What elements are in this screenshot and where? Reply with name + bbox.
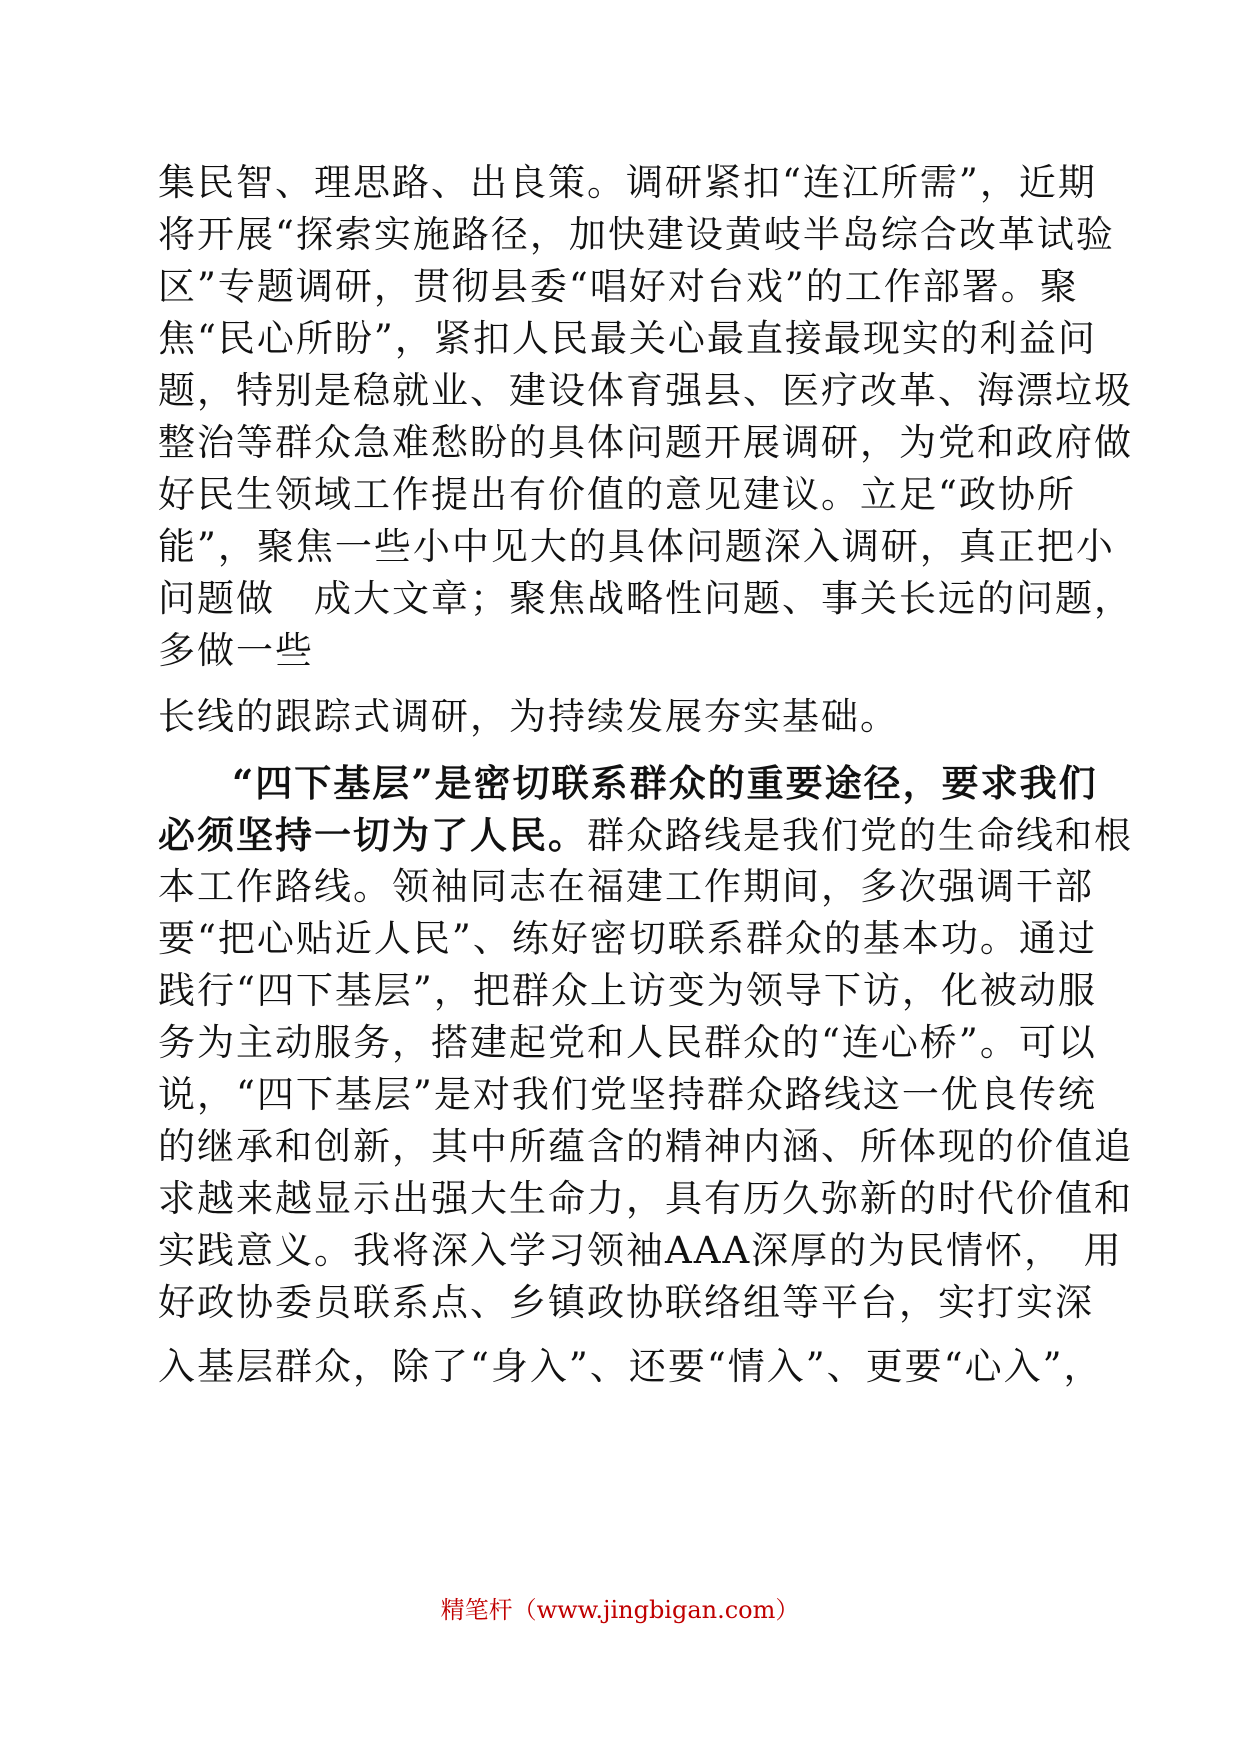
text-line: 长线的跟踪式调研，为持续发展夯实基础。 (158, 695, 899, 738)
bold-heading-tail: 必须坚持一切为了人民。 (158, 813, 587, 857)
text-line: 好民生领域工作提出有价值的意见建议。立足“政协所 (158, 473, 1076, 516)
text-line: 践行“四下基层”，把群众上访变为领导下访，化被动服 (158, 969, 1097, 1012)
text-line: 问题做 成大文章；聚焦战略性问题、事关长远的问题， (158, 577, 1133, 620)
text-line: 求越来越显示出强大生命力，具有历久弥新的时代价值和 (158, 1177, 1133, 1220)
text-line: 集民智、理思路、出良策。调研紧扣“连江所需”，近期 (158, 161, 1097, 204)
footer-watermark-link[interactable]: 精笔杆（www.jingbigan.com） (440, 1596, 800, 1624)
text-line: 本工作路线。领袖同志在福建工作期间，多次强调干部 (158, 865, 1094, 908)
text-line: 务为主动服务，搭建起党和人民群众的“连心桥”。可以 (158, 1021, 1097, 1064)
text-line: 实践意义。我将深入学习领袖AAA深厚的为民情怀， 用 (158, 1229, 1123, 1272)
bold-heading-line: “四下基层”是密切联系群众的重要途径，要求我们 (232, 761, 1098, 805)
text-line: 能”，聚焦一些小中见大的具体问题深入调研，真正把小 (158, 525, 1115, 568)
text-line: 整治等群众急难愁盼的具体问题开展调研，为党和政府做 (158, 421, 1133, 464)
text-span: 群众路线是我们党的生命线和根 (587, 814, 1133, 857)
text-line: 将开展“探索实施路径，加快建设黄岐半岛综合改革试验 (158, 213, 1115, 256)
text-line: 题，特别是稳就业、建设体育强县、医疗改革、海漂垃圾 (158, 369, 1133, 412)
text-line: 要“把心贴近人民”、练好密切联系群众的基本功。通过 (158, 917, 1097, 960)
mixed-line (158, 813, 1133, 858)
text-line: 多做一些 (158, 629, 314, 672)
text-line: 说，“四下基层”是对我们党坚持群众路线这一优良传统 (158, 1073, 1097, 1116)
text-line: 焦“民心所盼”，紧扣人民最关心最直接最现实的利益问 (158, 317, 1097, 360)
text-line: 好政协委员联系点、乡镇政协联络组等平台，实打实深 (158, 1281, 1094, 1324)
text-line: 入基层群众，除了“身入”、还要“情入”、更要“心入”， (158, 1345, 1103, 1388)
text-line: 区”专题调研，贯彻县委“唱好对台戏”的工作部署。聚 (158, 265, 1079, 308)
text-line: 的继承和创新，其中所蕴含的精神内涵、所体现的价值追 (158, 1125, 1133, 1168)
